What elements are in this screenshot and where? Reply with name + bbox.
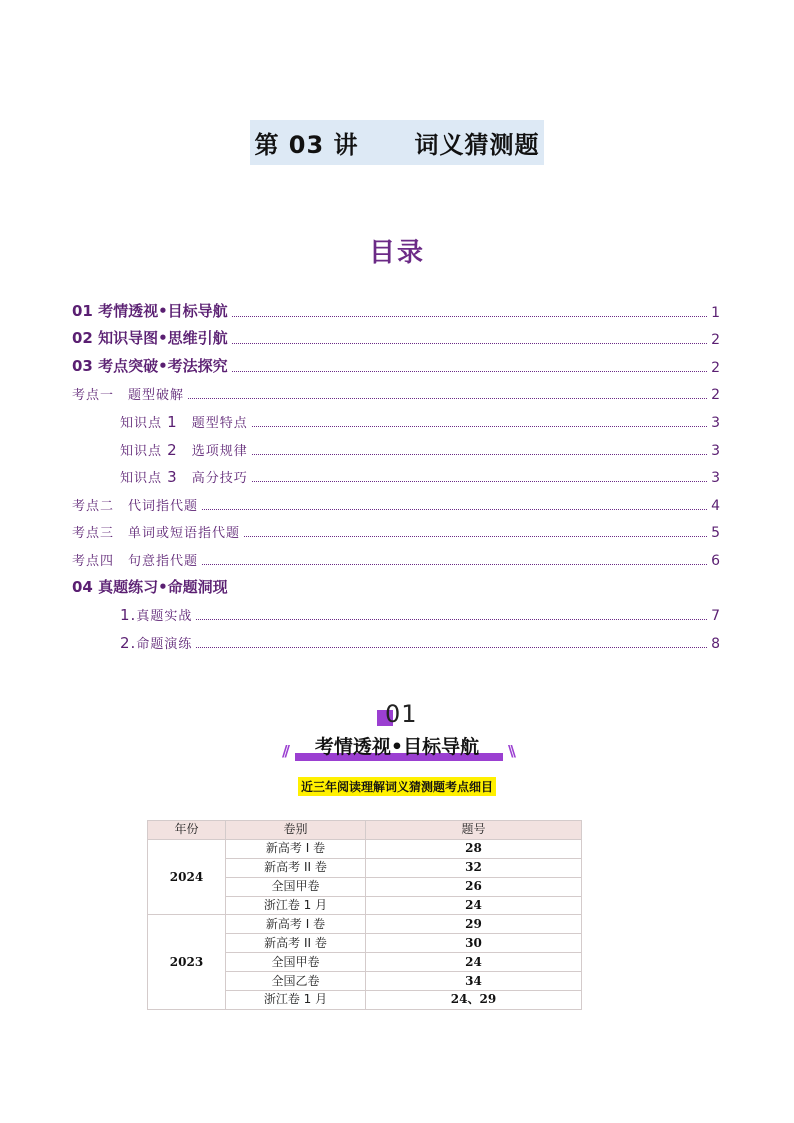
- question-cell: 34: [366, 972, 582, 991]
- toc-page-number: 2: [711, 332, 720, 349]
- toc-item[interactable]: [72, 434, 720, 462]
- toc-item-number: 2: [167, 440, 178, 459]
- toc-item[interactable]: [72, 544, 720, 572]
- toc-item-text: 题型特点: [191, 415, 248, 431]
- toc-leader: [252, 453, 707, 455]
- paper-cell: 新高考 I 卷: [226, 915, 366, 934]
- toc-item[interactable]: [72, 351, 720, 379]
- paper-cell: 新高考 II 卷: [226, 858, 366, 877]
- toc-item[interactable]: [72, 489, 720, 517]
- toc-item-prefix: 知识点: [120, 415, 163, 431]
- toc-page-number: 1: [711, 304, 720, 321]
- toc-item[interactable]: [72, 379, 720, 407]
- toc-item[interactable]: [72, 572, 720, 600]
- toc-item-label: 考点二 代词指代题: [72, 498, 199, 514]
- toc-leader: [188, 397, 707, 399]
- table-row: [148, 915, 582, 934]
- toc-item-label: [120, 412, 248, 431]
- paper-cell: 新高考 I 卷: [226, 839, 366, 858]
- toc-item-label: 考点一 题型破解: [72, 388, 185, 404]
- toc-item-number: 3: [167, 468, 178, 487]
- toc-item-prefix: 知识点: [120, 471, 163, 487]
- toc-page-number: 3: [711, 470, 720, 487]
- toc-page-number: 6: [711, 552, 720, 569]
- table-caption: 近三年阅读理解词义猜测题考点细目: [298, 777, 496, 796]
- toc-leader: [232, 342, 707, 344]
- toc-page-number: 2: [711, 387, 720, 404]
- toc-leader: [252, 480, 707, 482]
- toc-item-text: 真题实战: [136, 609, 193, 625]
- toc-item-text: 高分技巧: [191, 471, 248, 487]
- paper-cell: 浙江卷 1 月: [226, 896, 366, 915]
- toc-heading: 目录: [368, 238, 425, 268]
- question-cell: 24: [366, 896, 582, 915]
- section-header: [0, 700, 794, 770]
- paper-cell: 全国乙卷: [226, 972, 366, 991]
- toc-leader: [196, 646, 707, 648]
- toc-item-number: 1.: [120, 606, 137, 625]
- toc-item-label: [120, 467, 248, 486]
- toc-item-label: 02 知识导图•思维引航: [72, 329, 228, 348]
- toc-leader: [232, 315, 707, 317]
- year-cell: 2023: [148, 915, 226, 1009]
- toc-item-prefix: 知识点: [120, 443, 163, 459]
- toc-item-text: 选项规律: [191, 443, 248, 459]
- toc-item-label: [120, 605, 192, 624]
- toc-item[interactable]: [72, 627, 720, 655]
- question-cell: 30: [366, 934, 582, 953]
- toc-page-number: 4: [711, 497, 720, 514]
- toc-item[interactable]: [72, 517, 720, 545]
- toc-leader: [252, 425, 707, 427]
- exam-points-table: [147, 820, 582, 1010]
- toc-item-number: 2.: [120, 633, 137, 652]
- title-box: [250, 120, 543, 165]
- toc-item[interactable]: [72, 406, 720, 434]
- toc-item[interactable]: [72, 296, 720, 324]
- toc-item-text: 命题演练: [136, 636, 193, 652]
- table-of-contents: [72, 296, 720, 655]
- document-title: [0, 120, 794, 165]
- paper-cell: 新高考 II 卷: [226, 934, 366, 953]
- toc-item-label: 01 考情透视•目标导航: [72, 301, 228, 320]
- toc-item-label: 考点四 句意指代题: [72, 553, 199, 569]
- table-caption-wrap: [0, 776, 794, 796]
- question-cell: 28: [366, 839, 582, 858]
- toc-page-number: 3: [711, 414, 720, 431]
- paper-cell: 浙江卷 1 月: [226, 991, 366, 1010]
- toc-leader: [202, 563, 707, 565]
- toc-page-number: 8: [711, 635, 720, 652]
- header-paper: 卷别: [226, 821, 366, 840]
- toc-item-label: 04 真题练习•命题洞现: [72, 577, 228, 596]
- section-title: 考情透视•目标导航: [314, 736, 480, 758]
- toc-item-label: [120, 633, 192, 652]
- question-cell: 24、29: [366, 991, 582, 1010]
- slash-decoration-right: \\: [508, 742, 513, 760]
- question-cell: 24: [366, 953, 582, 972]
- table-header-row: [148, 821, 582, 840]
- lecture-topic: 词义猜测题: [414, 131, 540, 159]
- toc-item[interactable]: [72, 600, 720, 628]
- toc-page-number: 5: [711, 525, 720, 542]
- question-cell: 29: [366, 915, 582, 934]
- toc-leader: [196, 618, 707, 620]
- toc-item-label: 03 考点突破•考法探究: [72, 356, 228, 375]
- question-cell: 26: [366, 877, 582, 896]
- question-cell: 32: [366, 858, 582, 877]
- table-row: [148, 839, 582, 858]
- toc-page-number: 7: [711, 608, 720, 625]
- toc-page-number: 2: [711, 359, 720, 376]
- toc-leader: [232, 370, 707, 372]
- toc-item-label: 考点三 单词或短语指代题: [72, 526, 241, 542]
- header-year: 年份: [148, 821, 226, 840]
- toc-item[interactable]: [72, 324, 720, 352]
- year-cell: 2024: [148, 839, 226, 915]
- toc-item-number: 1: [167, 412, 178, 431]
- toc-page-number: 3: [711, 442, 720, 459]
- header-question: 题号: [366, 821, 582, 840]
- toc-leader: [202, 508, 707, 510]
- lecture-number: 第 03 讲: [254, 131, 359, 159]
- paper-cell: 全国甲卷: [226, 877, 366, 896]
- toc-leader: [244, 535, 707, 537]
- toc-item[interactable]: [72, 462, 720, 490]
- slash-decoration-left: //: [282, 742, 287, 760]
- section-number: 01: [385, 700, 418, 728]
- paper-cell: 全国甲卷: [226, 953, 366, 972]
- toc-item-label: [120, 440, 248, 459]
